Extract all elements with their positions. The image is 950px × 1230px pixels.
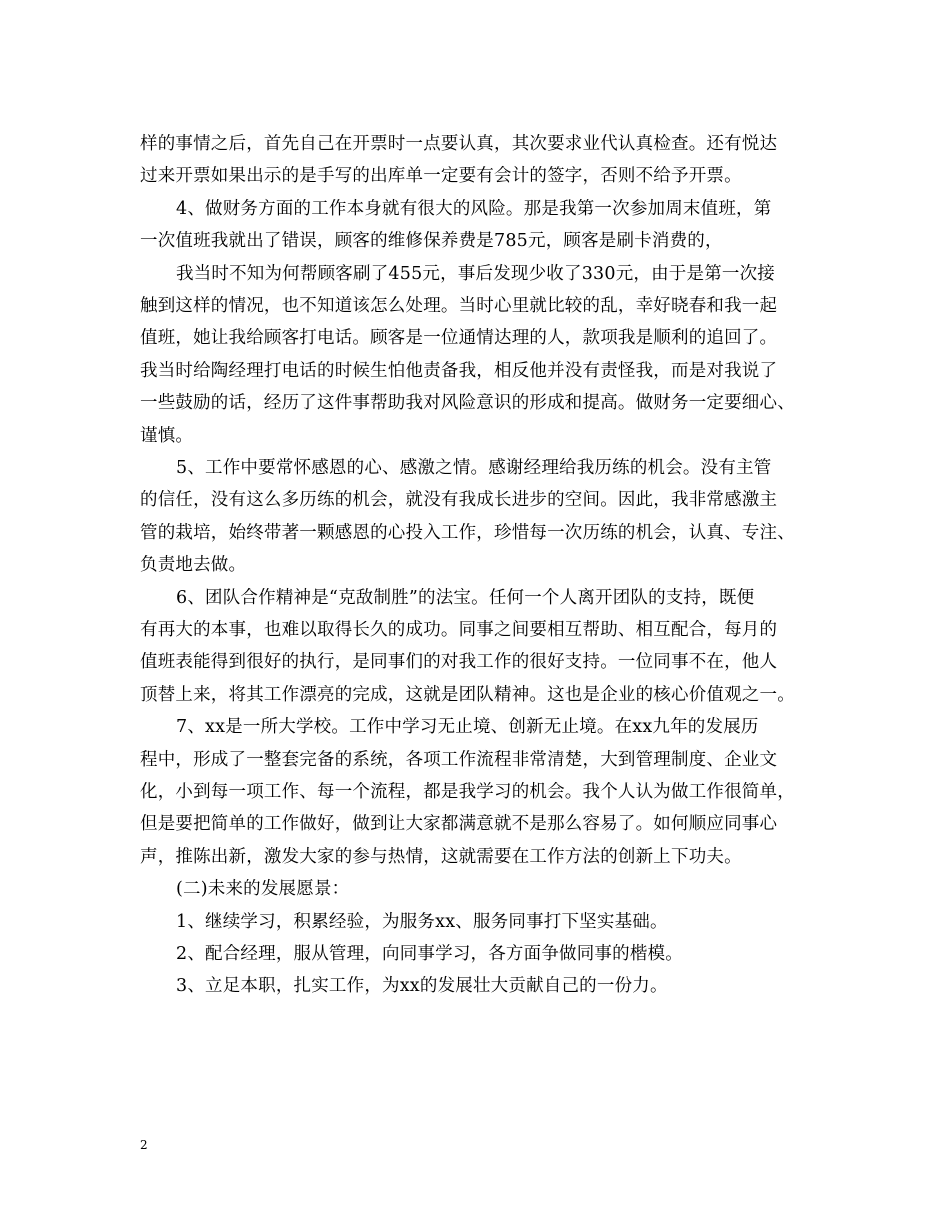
text-line: 6、团队合作精神是“克敌制胜”的法宝。任何一个人离开团队的支持，既便 xyxy=(176,587,755,608)
text-line: 程中，形成了一整套完备的系统，各项工作流程非常清楚，大到管理制度、企业文 xyxy=(140,749,778,770)
text-line: 值班，她让我给顾客打电话。顾客是一位通情达理的人，款项我是顺利的追回了。 xyxy=(140,328,778,349)
text-line: 顶替上来，将其工作漂亮的完成，这就是团队精神。这也是企业的核心价值观之一。 xyxy=(140,684,795,705)
text-line: 但是要把简单的工作做好，做到让大家都满意就不是那么容易了。如何顺应同事心 xyxy=(140,814,778,835)
text-line: 我当时不知为何帮顾客刷了455元，事后发现少收了330元，由于是第一次接 xyxy=(176,263,776,284)
text-line: 谨慎。 xyxy=(140,425,194,446)
text-line: 4、做财务方面的工作本身就有很大的风险。那是我第一次参加周末值班，第 xyxy=(176,198,772,219)
text-line: 1、继续学习，积累经验，为服务xx、服务同事打下坚实基础。 xyxy=(176,911,668,932)
text-line: 值班表能得到很好的执行，是同事们的对我工作的很好支持。一位同事不在，他人 xyxy=(140,652,778,673)
text-line: (二)未来的发展愿景： xyxy=(176,879,350,900)
page-number: 2 xyxy=(140,1138,148,1152)
text-line: 触到这样的情况，也不知道该怎么处理。当时心里就比较的乱，幸好晓春和我一起 xyxy=(140,296,778,316)
text-line: 一些鼓励的话，经历了这件事帮助我对风险意识的形成和提高。做财务一定要细心、 xyxy=(140,393,795,414)
text-line: 7、xx是一所大学校。工作中学习无止境、创新无止境。在xx九年的发展历 xyxy=(176,717,759,738)
text-line: 负责地去做。 xyxy=(140,555,247,576)
text-line: 有再大的本事，也难以取得长久的成功。同事之间要相互帮助、相互配合，每月的 xyxy=(140,620,778,640)
text-line: 一次值班我就出了错误，顾客的维修保养费是785元，顾客是刷卡消费的， xyxy=(140,231,723,252)
text-line: 5、工作中要常怀感恩的心、感激之情。感谢经理给我历练的机会。没有主管 xyxy=(176,458,772,478)
text-line: 过来开票如果出示的是手写的出库单一定要有会计的签字，否则不给予开票。 xyxy=(140,166,742,187)
text-line: 的信任，没有这么多历练的机会，就没有我成长进步的空间。因此，我非常感激主 xyxy=(140,490,778,511)
text-line: 我当时给陶经理打电话的时候生怕他责备我，相反他并没有责怪我，而是对我说了 xyxy=(140,360,778,381)
text-line: 3、立足本职，扎实工作，为xx的发展壮大贡献自己的一份力。 xyxy=(176,976,668,997)
text-line: 样的事情之后，首先自己在开票时一点要认真，其次要求业代认真检查。还有悦达 xyxy=(140,134,778,154)
text-line: 2、配合经理，服从管理，向同事学习，各方面争做同事的楷模。 xyxy=(176,944,683,964)
text-line: 声，推陈出新，激发大家的参与热情，这就需要在工作方法的创新上下功夫。 xyxy=(140,846,742,867)
text-line: 化，小到每一项工作、每一个流程，都是我学习的机会。我个人认为做工作很简单， xyxy=(140,782,795,802)
text-line: 管的栽培，始终带著一颗感恩的心投入工作，珍惜每一次历练的机会，认真、专注、 xyxy=(140,522,795,543)
